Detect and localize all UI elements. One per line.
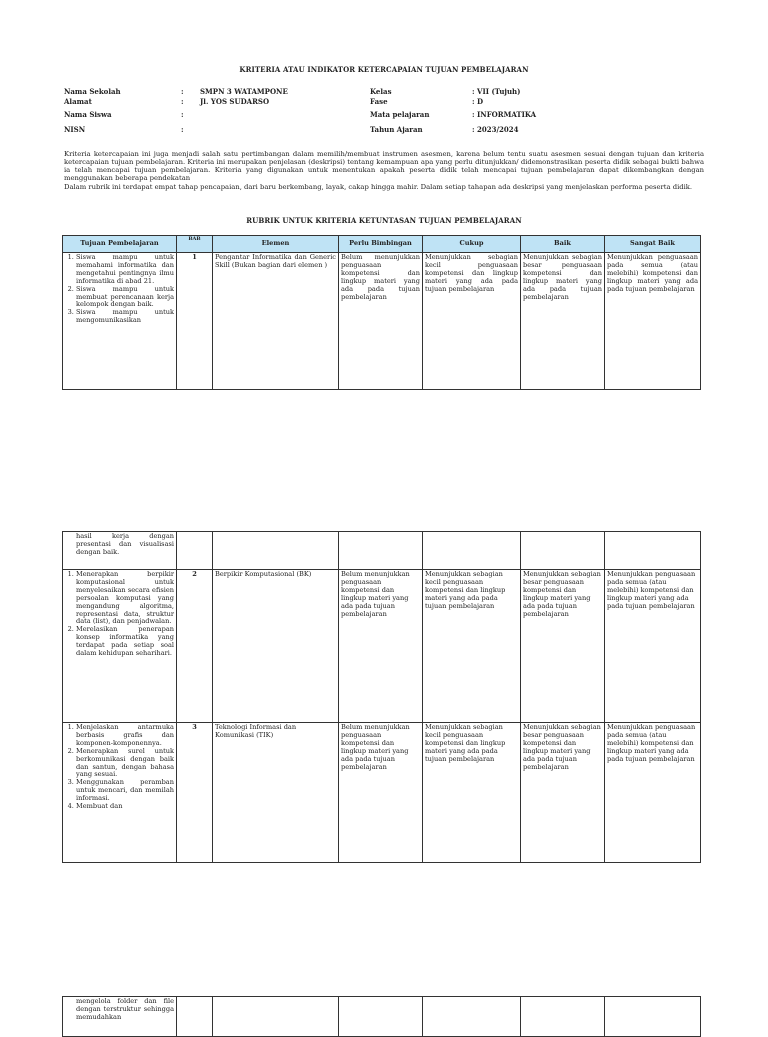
list-item: 3. Menggunakan peramban untuk mencari, dan memilah informasi. xyxy=(76,779,174,803)
rubric-title: RUBRIK UNTUK KRITERIA KETUNTASAN TUJUAN PEMBELAJARAN xyxy=(246,216,522,225)
header-cukup: Cukup xyxy=(423,236,521,253)
paragraph-rubric: Dalam rubrik ini terdapat empat tahap pencapaian, dari baru berkembang, layak, cakap hingga mahir. Dalam setiap tahapan ada deskripsi yang menjelaskan performa peserta didik. xyxy=(64,182,693,191)
row2-baik: Menunjukkan sebagian besar penguasaan kompetensi dan lingkup materi yang ada pada tujuan pembelajaran xyxy=(521,570,605,723)
list-item: 4. Membuat dan xyxy=(76,803,174,811)
label-tahun: Tahun Ajaran xyxy=(370,125,423,134)
row3-cukup: Menunjukkan sebagian kecil penguasaan kompetensi dan lingkup materi yang ada pada tujuan pembelajaran xyxy=(423,723,521,863)
list-item: 2. Menerapkan surel untuk berkomunikasi dengan baik dan santun, dengan bahasa yang sesuai. xyxy=(76,748,174,780)
empty-cell xyxy=(605,997,701,1037)
row2-elemen: Berpikir Komputasional (BK) xyxy=(213,570,339,723)
table-row xyxy=(63,253,701,390)
header-tujuan: Tujuan Pembelajaran xyxy=(63,236,177,253)
label-kelas: Kelas xyxy=(370,87,392,96)
header-bab: BAB xyxy=(177,236,213,253)
row1-cukup: Menunjukkan sebagian kecil penguasaan kompetensi dan lingkup materi yang ada pada tujuan pembelajaran xyxy=(423,253,521,390)
label-nisn: NISN xyxy=(64,125,86,134)
row2-tujuan xyxy=(63,570,177,723)
list-item: 1. Menerapkan berpikir komputasional untuk menyelesaikan secara efisien persoalan komputasi yang mengandung algoritma, representasi data, struktur data (list), dan penjadwalan. xyxy=(76,571,174,626)
empty-cell xyxy=(339,532,423,570)
row2-cukup: Menunjukkan sebagian kecil penguasaan kompetensi dan lingkup materi yang ada pada tujuan pembelajaran xyxy=(423,570,521,723)
row1-sangat: Menunjukkan penguasaan pada semua (atau melebihi) kompetensi dan lingkup materi yang ada pada tujuan pembelajaran xyxy=(605,253,701,390)
row2-perlu: Belum menunjukkan penguasaan kompetensi dan lingkup materi yang ada pada tujuan pembelajaran xyxy=(339,570,423,723)
label-fase: Fase xyxy=(370,97,388,106)
header-baik: Baik xyxy=(521,236,605,253)
list-item: 1. Menjelaskan antarmuka berbasis grafis dan komponen-komponennya. xyxy=(76,724,174,748)
rubric-table-page2 xyxy=(62,531,701,863)
label-nama-siswa: Nama Siswa xyxy=(64,110,112,119)
value-kelas: : VII (Tujuh) xyxy=(472,87,521,96)
table-row xyxy=(63,723,701,863)
list-item: 3. Siswa mampu untuk mengomunikasikan xyxy=(76,309,174,325)
row1-baik: Menunjukkan sebagian besar penguasaan kompetensi dan lingkup materi yang ada pada tujuan pembelajaran xyxy=(521,253,605,390)
empty-cell xyxy=(213,997,339,1037)
rubric-table-page1 xyxy=(62,235,701,390)
row1-perlu: Belum menunjukkan penguasaan kompetensi dan lingkup materi yang ada pada tujuan pembelajaran xyxy=(339,253,423,390)
empty-cell xyxy=(177,532,213,570)
empty-cell xyxy=(423,532,521,570)
row3-baik: Menunjukkan sebagian besar penguasaan kompetensi dan lingkup materi yang ada pada tujuan pembelajaran xyxy=(521,723,605,863)
row3-sangat: Menunjukkan penguasaan pada semua (atau melebihi) kompetensi dan lingkup materi yang ada pada tujuan pembelajaran xyxy=(605,723,701,863)
colon: : xyxy=(181,125,184,134)
empty-cell xyxy=(605,532,701,570)
header-elemen: Elemen xyxy=(213,236,339,253)
row2-sangat: Menunjukkan penguasaan pada semua (atau melebihi) kompetensi dan lingkup materi yang ada pada tujuan pembelajaran xyxy=(605,570,701,723)
list-item: 2. Merelasikan penerapan konsep informatika yang terdapat pada setiap soal dalam kehidupan seharihari. xyxy=(76,626,174,658)
colon: : xyxy=(181,87,184,96)
row3-tujuan-continued: mengelola folder dan file dengan terstruktur sehingga memudahkan xyxy=(63,997,177,1037)
value-fase: : D xyxy=(472,97,484,106)
colon: : xyxy=(181,97,184,106)
colon: : xyxy=(181,110,184,119)
row3-tujuan xyxy=(63,723,177,863)
intro-paragraph xyxy=(64,150,704,191)
empty-cell xyxy=(521,532,605,570)
value-nama-sekolah: SMPN 3 WATAMPONE xyxy=(200,87,288,96)
list-item: 2. Siswa mampu untuk membuat perencanaan kerja kelompok dengan baik. xyxy=(76,286,174,310)
label-alamat: Alamat xyxy=(64,97,92,106)
row1-tujuan xyxy=(63,253,177,390)
paragraph-criteria: Kriteria ketercapaian ini juga menjadi salah satu pertimbangan dalam memilih/membuat instrumen asesmen, karena belum tentu suatu asesmen sesuai dengan tujuan dan kriteria ketercapaian tujuan pembelajaran. Kriteria ini merupakan penjelasan (deskripsi) tentang kemampuan apa yang perlu ditunjukkan/ didemonstrasikan peserta didik sebagai bukti bahwa ia telah mencapai tujuan pembelajaran. Kriteria yang digunakan untuk menentukan apakah peserta didik telah mencapai tujuan pembelajaran dapat dikembangkan dengan menggunakan beberapa pendekatan xyxy=(64,150,704,183)
empty-cell xyxy=(339,997,423,1037)
table-header-row xyxy=(63,236,701,253)
row1-bab: 1 xyxy=(177,253,213,390)
document-title: KRITERIA ATAU INDIKATOR KETERCAPAIAN TUJUAN PEMBELAJARAN xyxy=(239,65,529,74)
empty-cell xyxy=(521,997,605,1037)
list-item: 1. Siswa mampu untuk memahami informatika dan mengetahui pentingnya ilmu informatika di abad 21. xyxy=(76,254,174,286)
header-perlu-bimbingan: Perlu Bimbingan xyxy=(339,236,423,253)
empty-cell xyxy=(213,532,339,570)
row1-tujuan-continued: hasil kerja dengan presentasi dan visualisasi dengan baik. xyxy=(63,532,177,570)
label-mapel: Mata pelajaran xyxy=(370,110,430,119)
rubric-table-page3 xyxy=(62,996,701,1037)
row1-elemen: Pengantar Informatika dan Generic Skill (Bukan bagian dari elemen ) xyxy=(213,253,339,390)
empty-cell xyxy=(423,997,521,1037)
value-mapel: : INFORMATIKA xyxy=(472,110,537,119)
value-tahun: : 2023/2024 xyxy=(472,125,519,134)
table-row xyxy=(63,997,701,1037)
empty-cell xyxy=(177,997,213,1037)
header-sangat-baik: Sangat Baik xyxy=(605,236,701,253)
table-row xyxy=(63,532,701,570)
value-alamat: Jl. YOS SUDARSO xyxy=(200,97,270,106)
row3-elemen: Teknologi Informasi dan Komunikasi (TIK) xyxy=(213,723,339,863)
table-row xyxy=(63,570,701,723)
row3-perlu: Belum menunjukkan penguasaan kompetensi dan lingkup materi yang ada pada tujuan pembelajaran xyxy=(339,723,423,863)
row2-bab: 2 xyxy=(177,570,213,723)
label-nama-sekolah: Nama Sekolah xyxy=(64,87,121,96)
row3-bab: 3 xyxy=(177,723,213,863)
